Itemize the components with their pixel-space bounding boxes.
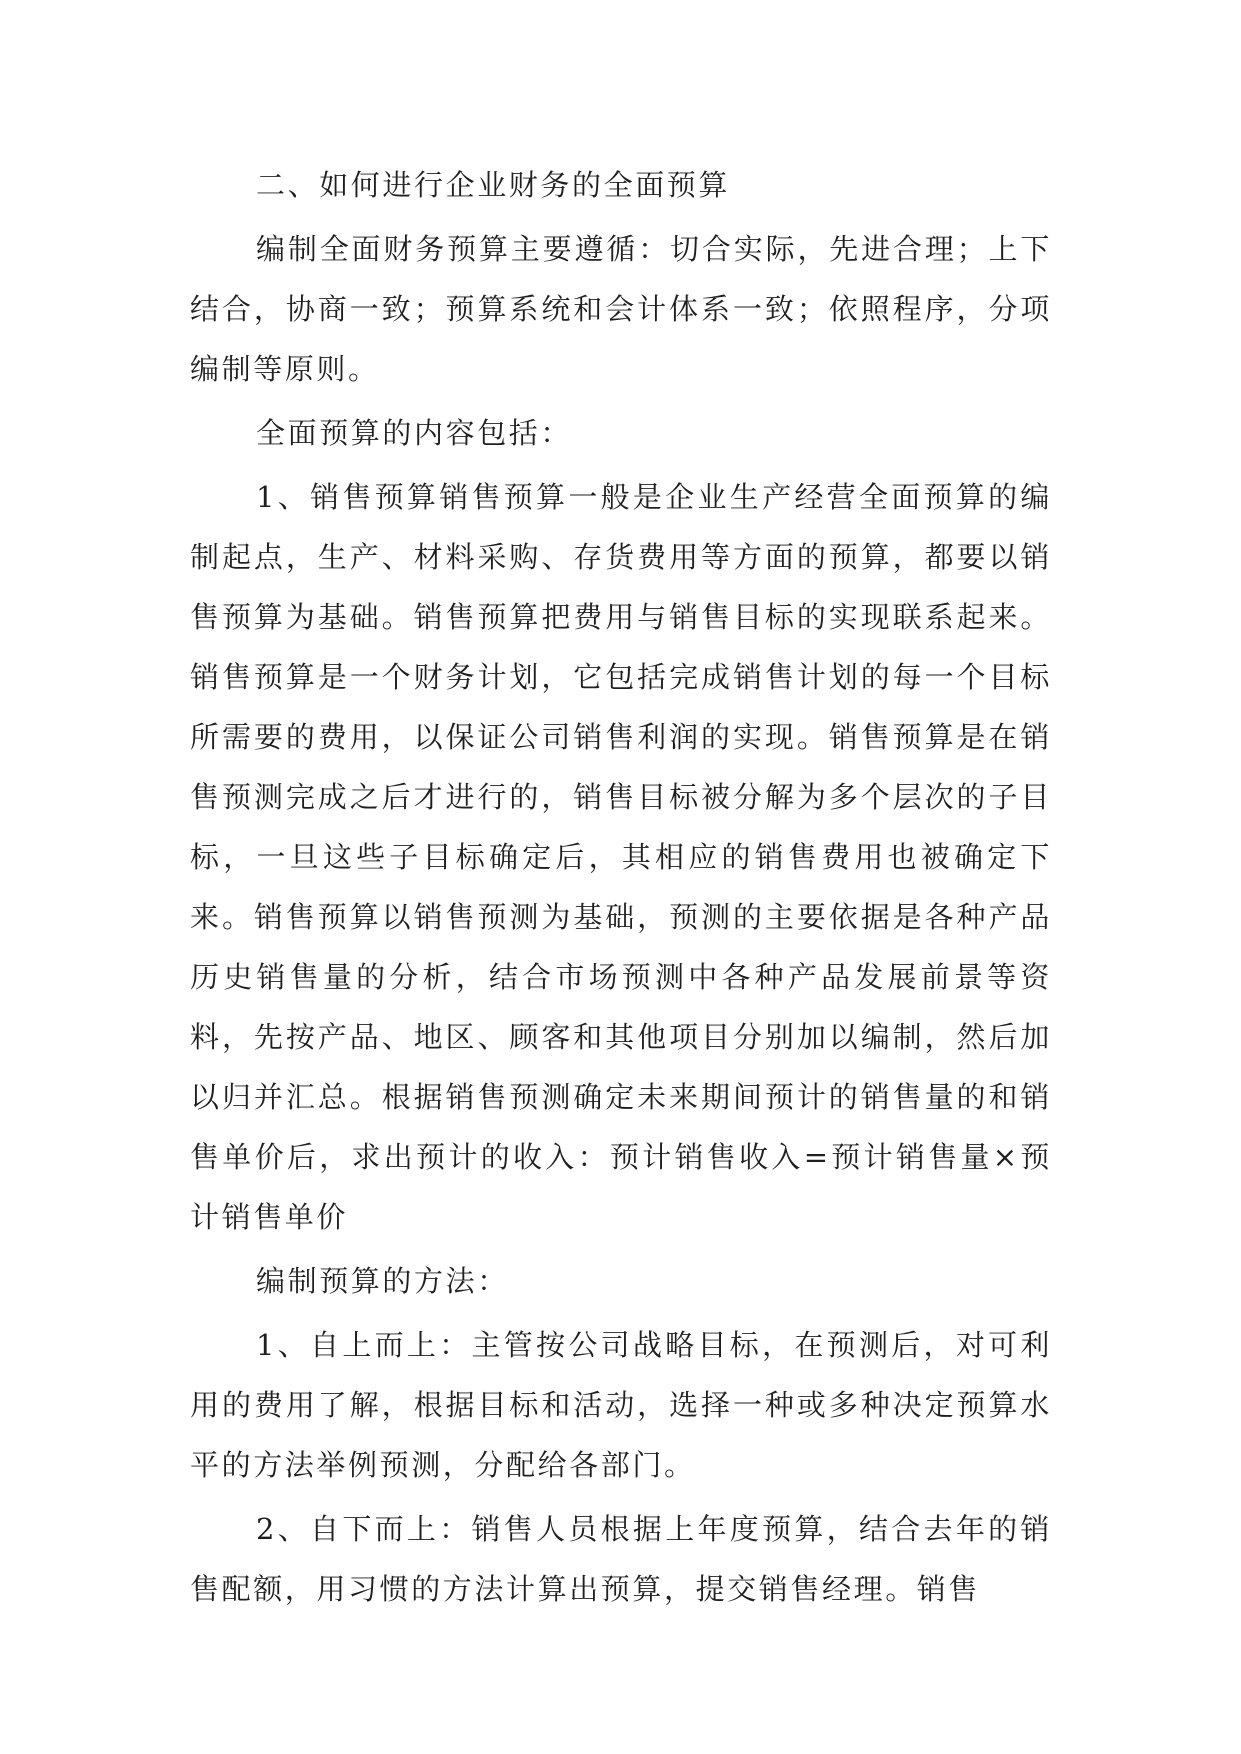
document-body — [190, 155, 1052, 1623]
paragraph-bottom-up: 2、自下而上：销售人员根据上年度预算，结合去年的销售配额，用习惯的方法计算出预算，提交销售经理。销售 — [190, 1512, 1052, 1606]
paragraph-top-down: 1、自上而上：主管按公司战略目标，在预测后，对可利用的费用了解，根据目标和活动，选择一种或多种决定预算水平的方法举例预测，分配给各部门。 — [190, 1328, 1052, 1482]
paragraph-contents-intro: 全面预算的内容包括： — [256, 416, 573, 450]
section-heading: 二、如何进行企业财务的全面预算 — [256, 168, 731, 202]
paragraph-principles: 编制全面财务预算主要遵循：切合实际，先进合理；上下结合，协商一致；预算系统和会计体系一致；依照程序，分项编制等原则。 — [190, 232, 1052, 386]
paragraph-methods-intro: 编制预算的方法： — [256, 1264, 509, 1298]
paragraph-sales-budget: 1、销售预算销售预算一般是企业生产经营全面预算的编制起点，生产、材料采购、存货费用等方面的预算，都要以销售预算为基础。销售预算把费用与销售目标的实现联系起来。销售预算是一个财务计划，它包括完成销售计划的每一个目标所需要的费用，以保证公司销售利润的实现。销售预算是在销售预测完成之后才进行的，销售目标被分解为多个层次的子目标，一旦这些子目标确定后，其相应的销售费用也被确定下来。销售预算以销售预测为基础，预测的主要依据是各种产品历史销售量的分析，结合市场预测中各种产品发展前景等资料，先按产品、地区、顾客和其他项目分别加以编制，然后加以归并汇总。根据销售预测确定未来期间预计的销售量的和销售单价后，求出预计的收入：预计销售收入=预计销售量×预计销售单价 — [190, 480, 1052, 1234]
